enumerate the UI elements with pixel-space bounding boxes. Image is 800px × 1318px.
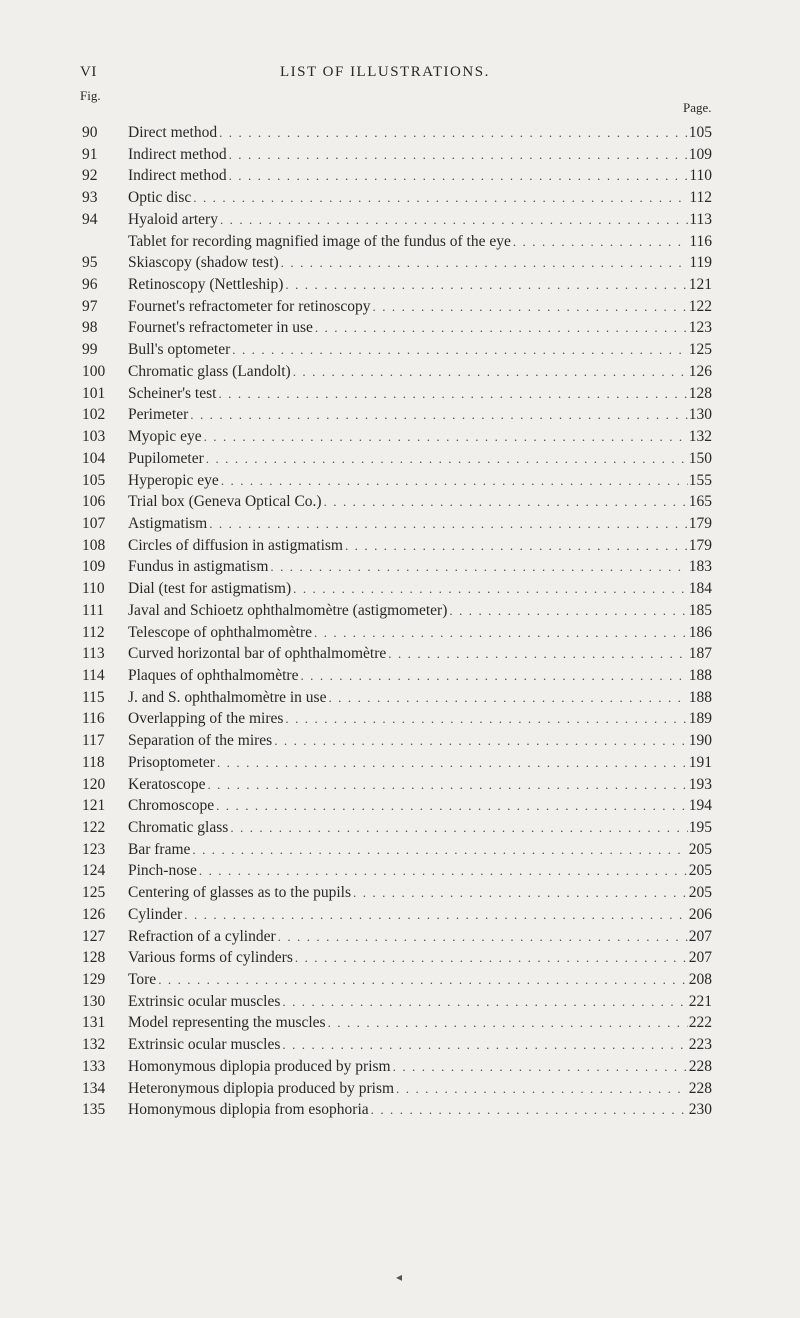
entry-line: [128, 1012, 712, 1034]
page-reference: 222: [688, 1014, 712, 1032]
dot-leader: [295, 947, 688, 969]
entry-line: [128, 622, 712, 644]
dot-leader: [315, 317, 688, 339]
list-item: [0, 187, 800, 209]
illustration-title: Tore: [128, 971, 157, 989]
figure-number: 128: [82, 949, 106, 967]
page-reference: 193: [688, 775, 712, 793]
figure-number: 96: [82, 276, 98, 294]
dot-leader: [206, 448, 688, 470]
page-reference: 191: [688, 753, 712, 771]
dot-leader: [314, 622, 688, 644]
page-reference: 194: [688, 797, 712, 815]
dot-leader: [393, 1056, 688, 1078]
list-item: [0, 817, 800, 839]
entry-line: [128, 1099, 712, 1121]
column-headings: [0, 88, 800, 122]
page-reference: 205: [688, 862, 712, 880]
illustration-title: Skiascopy (shadow test): [128, 254, 279, 272]
illustration-title: Indirect method: [128, 167, 227, 185]
page-reference: 184: [688, 580, 712, 598]
figure-number: 115: [82, 688, 105, 706]
entry-line: [128, 274, 712, 296]
list-item: [0, 491, 800, 513]
list-item: [0, 296, 800, 318]
entry-line: [128, 665, 712, 687]
figure-number: 135: [82, 1101, 106, 1119]
entry-line: [128, 600, 712, 622]
page-reference: 112: [689, 189, 712, 207]
dot-leader: [229, 165, 689, 187]
illustration-title: Dial (test for astigmatism): [128, 580, 292, 598]
illustration-title: Myopic eye: [128, 428, 202, 446]
dot-leader: [230, 817, 687, 839]
entry-line: [128, 947, 712, 969]
page-reference: 195: [688, 819, 712, 836]
page-reference: 205: [688, 884, 712, 902]
entry-line: [128, 860, 712, 882]
illustration-title: Direct method: [128, 124, 218, 141]
page-reference: 208: [688, 971, 712, 989]
entry-line: [128, 926, 712, 948]
dot-leader: [270, 556, 687, 578]
entry-line: [128, 535, 712, 557]
page-reference: 110: [689, 167, 712, 185]
list-item: [0, 730, 800, 752]
figure-number: 94: [82, 210, 98, 228]
list-item: [0, 470, 800, 492]
entry-line: [128, 1078, 712, 1100]
illustration-title: Homonymous diplopia produced by prism: [128, 1057, 391, 1075]
list-item: [0, 274, 800, 296]
figure-number: 130: [82, 992, 106, 1010]
dot-leader: [193, 187, 688, 209]
illustration-title: Pinch-nose: [128, 862, 197, 880]
running-title: LIST OF ILLUSTRATIONS.: [280, 64, 490, 80]
entry-line: [128, 817, 712, 839]
page-reference: 119: [689, 254, 712, 272]
list-item: [0, 252, 800, 274]
list-item: [0, 339, 800, 361]
list-item: [0, 1099, 800, 1121]
page-reference: 128: [688, 384, 712, 402]
fig-column-heading: Fig.: [80, 88, 101, 103]
figure-number: 107: [82, 514, 106, 532]
figure-number: 101: [82, 384, 106, 402]
page-reference: 230: [688, 1101, 712, 1119]
page-reference: 150: [688, 449, 712, 467]
figure-number: 92: [82, 167, 98, 185]
entry-line: [128, 643, 712, 665]
illustration-title: Chromoscope: [128, 797, 215, 815]
list-item: [0, 839, 800, 861]
entry-line: [128, 361, 712, 383]
figure-number: 120: [82, 775, 106, 793]
dot-leader: [328, 1012, 688, 1034]
list-item: [0, 404, 800, 426]
entry-line: [128, 231, 712, 253]
list-item: [0, 426, 800, 448]
figure-number: 103: [82, 428, 106, 446]
illustration-title: Javal and Schioetz ophthalmomètre (astigmometer): [128, 601, 448, 619]
illustration-title: Curved horizontal bar of ophthalmomètre: [128, 645, 387, 663]
figure-number: 129: [82, 971, 106, 989]
list-item: [0, 643, 800, 665]
figure-number: 118: [82, 753, 105, 771]
dot-leader: [274, 730, 688, 752]
dot-leader: [158, 969, 688, 991]
illustration-title: Indirect method: [128, 145, 227, 163]
list-item: [0, 361, 800, 383]
page-reference: 185: [688, 601, 712, 619]
figure-number: 111: [82, 601, 105, 619]
illustration-title: Scheiner's test: [128, 384, 217, 402]
entry-line: [128, 470, 712, 492]
figure-number: 116: [82, 710, 105, 728]
page-reference: 132: [688, 428, 712, 446]
list-item: [0, 795, 800, 817]
page-reference: 207: [688, 949, 712, 967]
illustration-title: Various forms of cylinders: [128, 949, 293, 967]
figure-number: 123: [82, 840, 106, 858]
illustration-title: Hyaloid artery: [128, 210, 218, 228]
list-item: [0, 600, 800, 622]
dot-leader: [232, 339, 688, 361]
list-item: [0, 513, 800, 535]
list-item: [0, 947, 800, 969]
dot-leader: [218, 383, 687, 405]
entry-line: [128, 578, 712, 600]
illustration-title: Optic disc: [128, 189, 192, 207]
illustration-title: Fundus in astigmatism: [128, 558, 269, 576]
dot-leader: [388, 643, 687, 665]
list-item: [0, 904, 800, 926]
illustration-title: Bar frame: [128, 840, 191, 858]
illustration-title: Keratoscope: [128, 775, 206, 793]
dot-leader: [371, 1099, 688, 1121]
list-item: [0, 1012, 800, 1034]
entry-line: [128, 383, 712, 405]
illustration-title: Telescope of ophthalmomètre: [128, 623, 312, 641]
page-reference: 126: [688, 362, 712, 380]
dot-leader: [199, 860, 688, 882]
list-item: [0, 752, 800, 774]
illustration-title: Bull's optometer: [128, 341, 231, 359]
list-item: [0, 860, 800, 882]
entry-line: [128, 317, 712, 339]
figure-number: 133: [82, 1057, 106, 1075]
illustration-title: Extrinsic ocular muscles: [128, 992, 281, 1010]
dot-leader: [282, 1034, 687, 1056]
illustration-title: Retinoscopy (Nettleship): [128, 276, 284, 294]
figure-number: 105: [82, 471, 106, 489]
dot-leader: [353, 882, 688, 904]
figure-number: 131: [82, 1014, 106, 1032]
figure-number: 124: [82, 862, 106, 880]
dot-leader: [220, 209, 688, 231]
dot-leader: [396, 1078, 688, 1100]
figure-number: 134: [82, 1079, 106, 1097]
illustration-title: Fournet's refractometer in use: [128, 319, 313, 337]
entry-line: [128, 339, 712, 361]
list-item: [0, 144, 800, 166]
entry-line: [128, 404, 712, 426]
list-item: [0, 991, 800, 1013]
list-item: [0, 231, 800, 253]
figure-number: 117: [82, 732, 105, 750]
figure-number: 113: [82, 645, 105, 663]
page-reference: 179: [688, 536, 712, 554]
dot-leader: [324, 491, 688, 513]
page-reference: 188: [688, 688, 712, 706]
list-item: [0, 882, 800, 904]
dot-leader: [192, 839, 687, 861]
dot-leader: [217, 752, 688, 774]
page-reference: 130: [688, 406, 712, 424]
figure-number: 112: [82, 623, 105, 641]
figure-number: 108: [82, 536, 106, 554]
figure-number: 104: [82, 449, 106, 467]
page-reference: 105: [688, 124, 712, 141]
illustration-title: Astigmatism: [128, 514, 208, 532]
stray-ink-mark: ◂: [396, 1270, 403, 1284]
figure-number: 106: [82, 493, 106, 511]
entry-line: [128, 991, 712, 1013]
list-item: [0, 774, 800, 796]
figure-number: 114: [82, 666, 105, 684]
dot-leader: [449, 600, 687, 622]
page-reference: 205: [688, 840, 712, 858]
entry-line: [128, 839, 712, 861]
dot-leader: [219, 122, 688, 144]
illustration-title: Perimeter: [128, 406, 189, 424]
list-item: [0, 535, 800, 557]
list-item: [0, 165, 800, 187]
figure-number: 125: [82, 884, 106, 902]
list-item: [0, 1078, 800, 1100]
illustration-title: Pupilometer: [128, 449, 204, 467]
page-reference: 183: [688, 558, 712, 576]
illustration-title: Chromatic glass (Landolt): [128, 362, 291, 380]
entry-line: [128, 448, 712, 470]
entry-line: [128, 687, 712, 709]
entry-line: [128, 209, 712, 231]
entry-line: [128, 144, 712, 166]
dot-leader: [221, 470, 688, 492]
illustration-title: Prisoptometer: [128, 753, 215, 771]
entry-line: [128, 1034, 712, 1056]
list-item: [0, 122, 800, 144]
dot-leader: [282, 991, 687, 1013]
page-reference: 116: [689, 232, 712, 250]
list-item: [0, 1056, 800, 1078]
page-reference: 179: [688, 514, 712, 532]
page-reference: 223: [688, 1036, 712, 1054]
illustration-title: Heteronymous diplopia produced by prism: [128, 1079, 395, 1097]
figure-number: 99: [82, 341, 98, 359]
list-item: [0, 622, 800, 644]
entry-line: [128, 882, 712, 904]
figure-number: 102: [82, 406, 106, 424]
figure-number: 132: [82, 1036, 106, 1054]
dot-leader: [190, 404, 687, 426]
dot-leader: [293, 578, 688, 600]
dot-leader: [207, 774, 687, 796]
figure-number: 91: [82, 145, 98, 163]
illustration-title: Chromatic glass: [128, 819, 229, 836]
list-item: [0, 209, 800, 231]
dot-leader: [184, 904, 688, 926]
figure-number: 100: [82, 362, 106, 380]
dot-leader: [285, 274, 687, 296]
illustration-title: Extrinsic ocular muscles: [128, 1036, 281, 1054]
page-reference: 190: [688, 732, 712, 750]
entry-line: [128, 1056, 712, 1078]
illustration-title: Separation of the mires: [128, 732, 273, 750]
figure-number: 122: [82, 819, 106, 836]
dot-leader: [281, 252, 689, 274]
illustration-title: Tablet for recording magnified image of the fundus of the eye: [128, 232, 511, 250]
entry-line: [128, 187, 712, 209]
entry-line: [128, 774, 712, 796]
entry-line: [128, 513, 712, 535]
page-number: VI: [80, 64, 97, 80]
illustration-title: Hyperopic eye: [128, 471, 219, 489]
entry-line: [128, 969, 712, 991]
illustration-title: Fournet's refractometer for retinoscopy: [128, 297, 371, 315]
dot-leader: [293, 361, 688, 383]
list-item: [0, 926, 800, 948]
list-item: [0, 556, 800, 578]
entry-line: [128, 556, 712, 578]
illustration-title: Cylinder: [128, 905, 183, 923]
page-reference: 155: [688, 471, 712, 489]
illustration-title: Overlapping of the mires: [128, 710, 284, 728]
page-column-heading: Page.: [683, 100, 712, 115]
figure-number: 121: [82, 797, 106, 815]
illustration-title: Trial box (Geneva Optical Co.): [128, 493, 322, 511]
page-reference: 186: [688, 623, 712, 641]
page-reference: 189: [688, 710, 712, 728]
entry-line: [128, 795, 712, 817]
figure-number: 110: [82, 580, 105, 598]
figure-number: 127: [82, 927, 106, 945]
entry-line: [128, 296, 712, 318]
entry-line: [128, 122, 712, 144]
figure-number: 109: [82, 558, 106, 576]
illustration-title: Model representing the muscles: [128, 1014, 326, 1032]
illustration-title: Plaques of ophthalmomètre: [128, 666, 299, 684]
illustration-title: Centering of glasses as to the pupils: [128, 884, 351, 902]
list-item: [0, 383, 800, 405]
figure-number: 126: [82, 905, 106, 923]
page-reference: 125: [688, 341, 712, 359]
illustration-title: Circles of diffusion in astigmatism: [128, 536, 343, 554]
dot-leader: [345, 535, 688, 557]
page-reference: 228: [688, 1079, 712, 1097]
dot-leader: [285, 708, 687, 730]
dot-leader: [328, 687, 687, 709]
list-item: [0, 665, 800, 687]
page-reference: 207: [688, 927, 712, 945]
page-reference: 113: [689, 210, 712, 228]
figure-number: 90: [82, 124, 98, 141]
entry-line: [128, 752, 712, 774]
page-reference: 187: [688, 645, 712, 663]
list-item: [0, 317, 800, 339]
list-item: [0, 969, 800, 991]
page-reference: 188: [688, 666, 712, 684]
list-item: [0, 578, 800, 600]
entry-line: [128, 730, 712, 752]
dot-leader: [300, 665, 687, 687]
dot-leader: [373, 296, 688, 318]
list-item: [0, 1034, 800, 1056]
entry-line: [128, 491, 712, 513]
list-item: [0, 687, 800, 709]
page-reference: 122: [688, 297, 712, 315]
entry-line: [128, 165, 712, 187]
figure-number: 93: [82, 189, 98, 207]
illustration-list: [0, 122, 800, 1121]
illustration-title: Homonymous diplopia from esophoria: [128, 1101, 369, 1119]
entry-line: [128, 708, 712, 730]
entry-line: [128, 904, 712, 926]
figure-number: 95: [82, 254, 98, 272]
page-reference: 206: [688, 905, 712, 923]
page-header: [0, 64, 800, 86]
dot-leader: [204, 426, 688, 448]
figure-number: 98: [82, 319, 98, 337]
dot-leader: [513, 231, 688, 253]
page-reference: 221: [688, 992, 712, 1010]
figure-number: 97: [82, 297, 98, 315]
list-item: [0, 448, 800, 470]
dot-leader: [209, 513, 688, 535]
entry-line: [128, 426, 712, 448]
page-reference: 165: [688, 493, 712, 511]
dot-leader: [229, 144, 688, 166]
illustration-title: Refraction of a cylinder: [128, 927, 276, 945]
dot-leader: [216, 795, 688, 817]
page-reference: 109: [688, 145, 712, 163]
page-reference: 121: [688, 276, 712, 294]
page-reference: 123: [688, 319, 712, 337]
dot-leader: [278, 926, 688, 948]
illustration-title: J. and S. ophthalmomètre in use: [128, 688, 327, 706]
page-reference: 228: [688, 1057, 712, 1075]
entry-line: [128, 252, 712, 274]
list-item: [0, 708, 800, 730]
